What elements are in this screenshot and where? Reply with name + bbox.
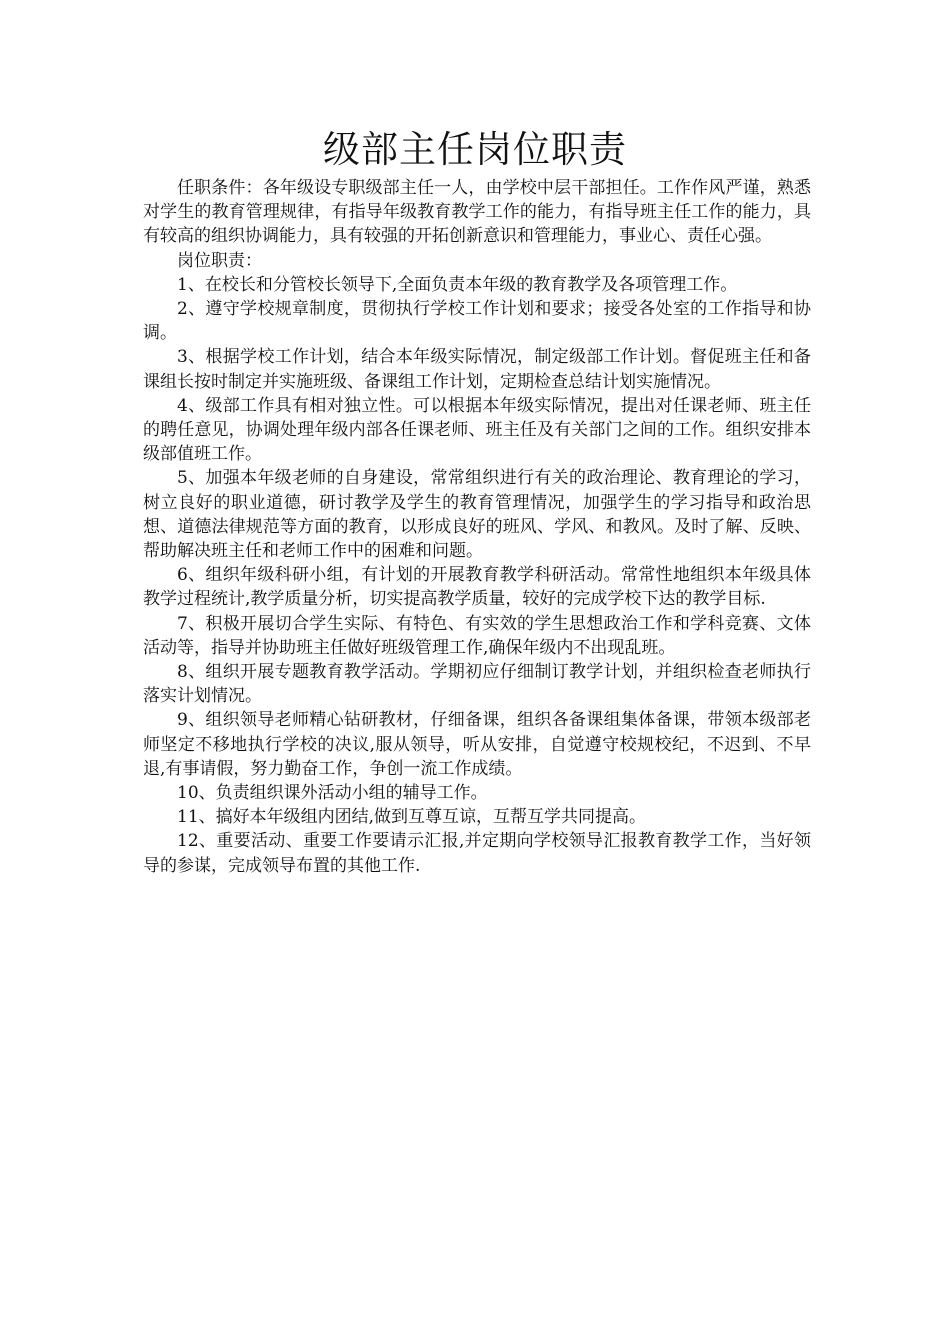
document-body: [143, 176, 811, 878]
duty-item-10: 10、负责组织课外活动小组的辅导工作。: [177, 783, 488, 804]
duty-item-11: 11、搞好本年级组内团结,做到互尊互谅，互帮互学共同提高。: [177, 807, 647, 828]
paragraph-qualifications: 任职条件：各年级设专职级部主任一人，由学校中层干部担任。工作作风严谨，熟悉对学生的教育管理规律，有指导年级教育教学工作的能力，有指导班主任工作的能力，具有较高的组织协调能力，具有较强的开拓创新意识和管理能力，事业心、责任心强。: [143, 178, 811, 247]
duty-item-3: 3、根据学校工作计划，结合本年级实际情况，制定级部工作计划。督促班主任和备课组长按时制定并实施班级、备课组工作计划，定期检查总结计划实施情况。: [143, 347, 811, 392]
duty-item-1: 1、在校长和分管校长领导下,全面负责本年级的教育教学及各项管理工作。: [177, 274, 738, 295]
duty-item-6: 6、组织年级科研小组，有计划的开展教育教学科研活动。常常性地组织本年级具体教学过程统计,教学质量分析，切实提高教学质量，较好的完成学校下达的教学目标.: [143, 565, 811, 610]
duty-item-7: 7、积极开展切合学生实际、有特色、有实效的学生思想政治工作和学科竞赛、文体活动等，指导并协助班主任做好班级管理工作,确保年级内不出现乱班。: [143, 613, 811, 658]
document-title: 级部主任岗位职责: [323, 128, 627, 171]
duty-item-9: 9、组织领导老师精心钻研教材，仔细备课，组织各备课组集体备课，带领本级部老师坚定不移地执行学校的决议,服从领导，听从安排，自觉遵守校规校纪，不迟到、不早退,有事请假，努力勤奋工作，争创一流工作成绩。: [143, 710, 811, 779]
paragraph-duties-heading: 岗位职责：: [177, 250, 262, 271]
duty-item-5: 5、加强本年级老师的自身建设，常常组织进行有关的政治理论、教育理论的学习，树立良好的职业道德，研讨教学及学生的教育管理情况，加强学生的学习指导和政治思想、道德法律规范等方面的教育，以形成良好的班风、学风、和教风。及时了解、反映、帮助解决班主任和老师工作中的困难和问题。: [143, 468, 811, 562]
duty-item-4: 4、级部工作具有相对独立性。可以根据本年级实际情况，提出对任课老师、班主任的聘任意见，协调处理年级内部各任课老师、班主任及有关部门之间的工作。组织安排本级部值班工作。: [143, 395, 811, 465]
duty-item-8: 8、组织开展专题教育教学活动。学期初应仔细制订教学计划，并组织检查老师执行落实计划情况。: [143, 662, 811, 707]
duty-item-2: 2、遵守学校规章制度，贯彻执行学校工作计划和要求；接受各处室的工作指导和协调。: [143, 299, 811, 344]
duty-item-12: 12、重要活动、重要工作要请示汇报,并定期向学校领导汇报教育教学工作，当好领导的参谋，完成领导布置的其他工作.: [143, 831, 811, 876]
